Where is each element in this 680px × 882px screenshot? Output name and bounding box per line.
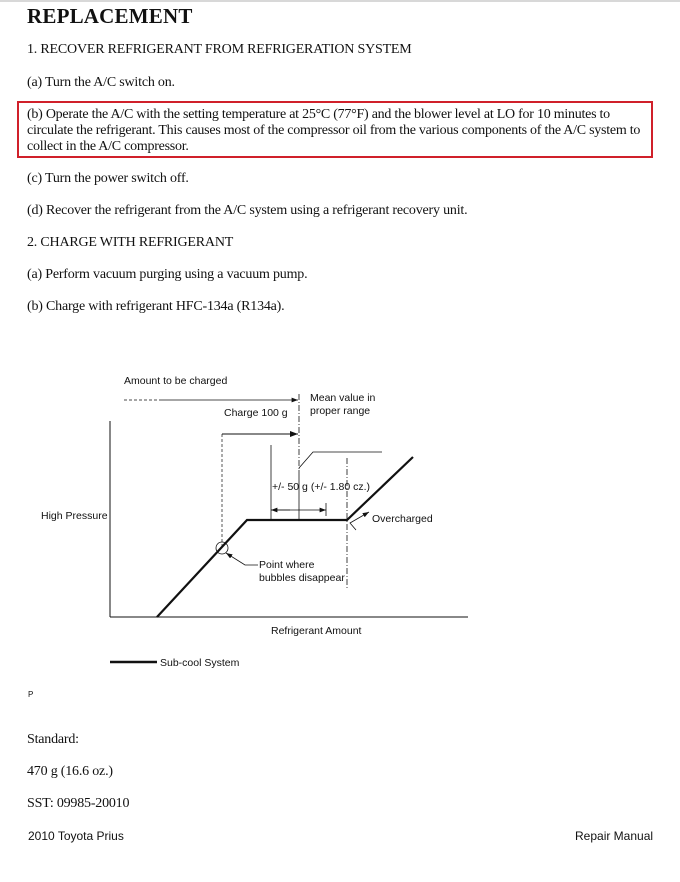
footer-manual: Repair Manual [575,829,654,843]
section-1-heading: 1. RECOVER REFRIGERANT FROM REFRIGERATION SYSTEM [27,42,412,57]
y-axis-label: High Pressure [41,510,108,522]
step-2a: (a) Perform vacuum purging using a vacuum pump. [27,267,308,282]
overcharged-label: Overcharged [372,513,433,525]
top-border [0,0,680,2]
step-1a: (a) Turn the A/C switch on. [27,75,175,90]
amount-to-be-charged-label: Amount to be charged [124,375,228,387]
standard-label: Standard: [27,732,79,747]
step-2b: (b) Charge with refrigerant HFC-134a (R134a). [27,299,285,314]
step-1c: (c) Turn the power switch off. [27,171,189,186]
charge-100g-label: Charge 100 g [224,407,288,419]
standard-value: 470 g (16.6 oz.) [27,764,113,779]
mean-value-label-line1: Mean value in [310,392,376,404]
bubble-point-label-line1: Point where [259,559,315,571]
x-axis-label: Refrigerant Amount [271,625,362,637]
legend-sub-cool-system: Sub-cool System [160,657,240,669]
sst-number: SST: 09985-20010 [27,796,130,811]
step-1b-highlighted: (b) Operate the A/C with the setting temperature at 25°C (77°F) and the blower level at LO for 10 minutes to circulate the refrigerant. This causes most of the compressor oil from the various components of the A/C system to collect in the A/C compressor. [27,107,641,154]
footer-vehicle: 2010 Toyota Prius [28,829,124,843]
mean-value-label-line2: proper range [310,405,371,417]
bubble-point-label-line2: bubbles disappear [259,572,345,584]
step-1d: (d) Recover the refrigerant from the A/C system using a refrigerant recovery unit. [27,203,468,218]
refrigerant-charge-diagram [0,360,680,690]
tolerance-label: +/- 50 g (+/- 1.80 cz.) [272,481,371,493]
figure-marker: P [28,690,34,699]
section-2-heading: 2. CHARGE WITH REFRIGERANT [27,235,234,250]
page-title: REPLACEMENT [27,4,193,28]
